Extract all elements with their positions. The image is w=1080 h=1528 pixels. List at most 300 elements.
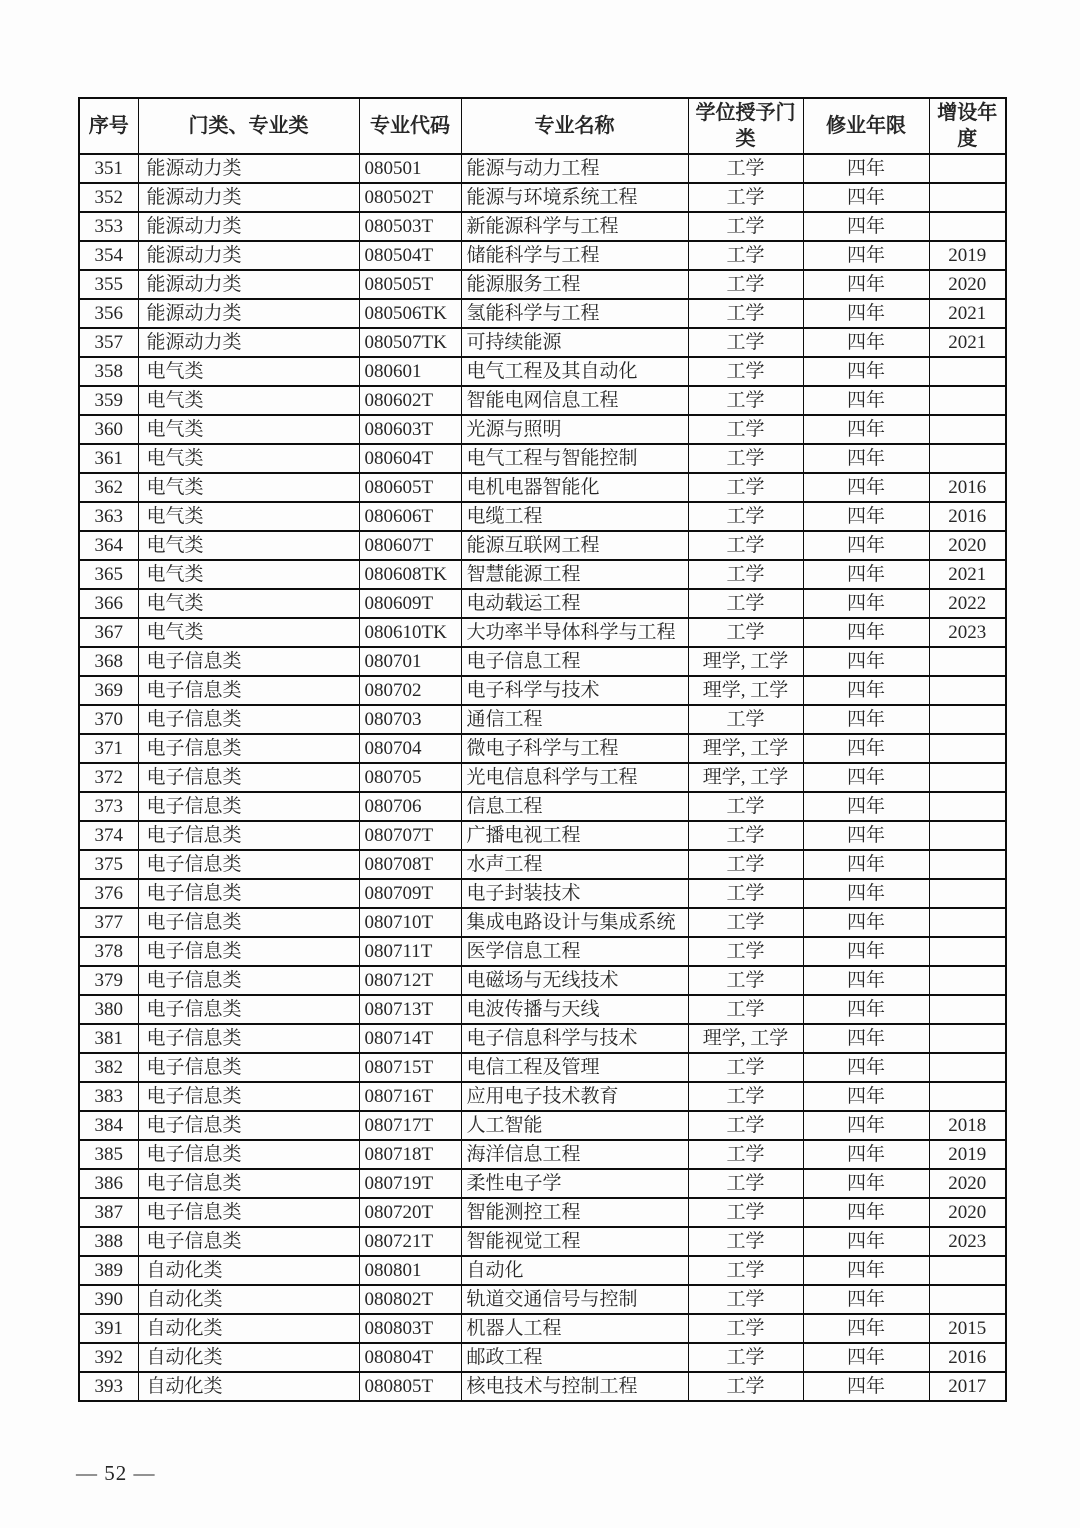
table-row [79,502,1006,531]
cell-degree: 工学 [688,908,803,937]
cell-name: 能源互联网工程 [461,531,688,560]
cell-degree: 工学 [688,560,803,589]
cell-degree: 工学 [688,1082,803,1111]
cell-degree: 工学 [688,1285,803,1314]
cell-duration: 四年 [803,299,929,328]
cell-degree: 理学, 工学 [688,676,803,705]
cell-category: 电子信息类 [138,1111,359,1140]
cell-code: 080702 [359,676,461,705]
cell-degree: 工学 [688,995,803,1024]
table-row [79,1314,1006,1343]
cell-index: 369 [79,676,138,705]
table-row [79,734,1006,763]
cell-index: 360 [79,415,138,444]
cell-index: 357 [79,328,138,357]
cell-code: 080607T [359,531,461,560]
cell-year: 2018 [929,1111,1006,1140]
cell-degree: 工学 [688,1111,803,1140]
cell-name: 电子信息科学与技术 [461,1024,688,1053]
cell-name: 人工智能 [461,1111,688,1140]
table-row [79,1285,1006,1314]
cell-category: 能源动力类 [138,270,359,299]
cell-duration: 四年 [803,531,929,560]
table-row [79,299,1006,328]
cell-year: 2023 [929,618,1006,647]
cell-duration: 四年 [803,1198,929,1227]
cell-duration: 四年 [803,270,929,299]
cell-category: 电气类 [138,531,359,560]
cell-degree: 工学 [688,154,803,183]
cell-index: 389 [79,1256,138,1285]
cell-code: 080603T [359,415,461,444]
cell-degree: 工学 [688,1372,803,1401]
cell-category: 电子信息类 [138,821,359,850]
cell-category: 自动化类 [138,1343,359,1372]
cell-index: 370 [79,705,138,734]
cell-name: 自动化 [461,1256,688,1285]
cell-duration: 四年 [803,473,929,502]
cell-duration: 四年 [803,241,929,270]
cell-index: 371 [79,734,138,763]
cell-index: 367 [79,618,138,647]
cell-degree: 工学 [688,879,803,908]
cell-code: 080705 [359,763,461,792]
cell-index: 376 [79,879,138,908]
cell-code: 080720T [359,1198,461,1227]
cell-index: 381 [79,1024,138,1053]
cell-code: 080706 [359,792,461,821]
cell-category: 自动化类 [138,1314,359,1343]
cell-duration: 四年 [803,589,929,618]
cell-name: 微电子科学与工程 [461,734,688,763]
table-body [79,154,1006,1401]
table-row [79,154,1006,183]
table-row [79,357,1006,386]
cell-name: 医学信息工程 [461,937,688,966]
cell-code: 080609T [359,589,461,618]
cell-code: 080715T [359,1053,461,1082]
cell-code: 080803T [359,1314,461,1343]
cell-index: 359 [79,386,138,415]
cell-year [929,734,1006,763]
cell-category: 电子信息类 [138,1169,359,1198]
cell-year [929,850,1006,879]
cell-category: 能源动力类 [138,328,359,357]
cell-year: 2020 [929,270,1006,299]
cell-index: 356 [79,299,138,328]
cell-name: 能源服务工程 [461,270,688,299]
cell-index: 392 [79,1343,138,1372]
table-row [79,241,1006,270]
cell-duration: 四年 [803,618,929,647]
cell-index: 365 [79,560,138,589]
cell-category: 能源动力类 [138,183,359,212]
cell-name: 电动载运工程 [461,589,688,618]
cell-degree: 工学 [688,966,803,995]
cell-year [929,1256,1006,1285]
cell-duration: 四年 [803,212,929,241]
cell-year [929,212,1006,241]
cell-index: 368 [79,647,138,676]
cell-category: 电气类 [138,502,359,531]
cell-degree: 工学 [688,386,803,415]
cell-index: 372 [79,763,138,792]
table-header [79,98,1006,154]
cell-degree: 工学 [688,299,803,328]
cell-name: 能源与动力工程 [461,154,688,183]
table-row [79,821,1006,850]
cell-name: 机器人工程 [461,1314,688,1343]
cell-category: 电气类 [138,560,359,589]
table-row [79,1227,1006,1256]
cell-code: 080801 [359,1256,461,1285]
cell-index: 354 [79,241,138,270]
majors-table [78,97,1007,1402]
cell-degree: 理学, 工学 [688,763,803,792]
cell-duration: 四年 [803,763,929,792]
cell-year [929,676,1006,705]
cell-degree: 工学 [688,1198,803,1227]
cell-category: 能源动力类 [138,299,359,328]
cell-duration: 四年 [803,647,929,676]
cell-year: 2020 [929,1198,1006,1227]
cell-degree: 工学 [688,241,803,270]
cell-name: 水声工程 [461,850,688,879]
header-index: 序号 [79,98,138,154]
cell-name: 集成电路设计与集成系统 [461,908,688,937]
cell-category: 自动化类 [138,1285,359,1314]
cell-year: 2021 [929,299,1006,328]
cell-code: 080704 [359,734,461,763]
cell-degree: 理学, 工学 [688,734,803,763]
cell-degree: 工学 [688,821,803,850]
cell-name: 智慧能源工程 [461,560,688,589]
table-row [79,270,1006,299]
cell-category: 电子信息类 [138,850,359,879]
cell-name: 智能电网信息工程 [461,386,688,415]
table-row [79,415,1006,444]
cell-code: 080709T [359,879,461,908]
table-row [79,1256,1006,1285]
table-row [79,183,1006,212]
cell-code: 080805T [359,1372,461,1401]
cell-duration: 四年 [803,1111,929,1140]
cell-code: 080602T [359,386,461,415]
cell-category: 电子信息类 [138,676,359,705]
cell-code: 080712T [359,966,461,995]
cell-name: 信息工程 [461,792,688,821]
cell-degree: 工学 [688,850,803,879]
cell-year: 2017 [929,1372,1006,1401]
cell-degree: 工学 [688,444,803,473]
cell-name: 轨道交通信号与控制 [461,1285,688,1314]
cell-degree: 工学 [688,589,803,618]
cell-category: 能源动力类 [138,212,359,241]
cell-degree: 工学 [688,328,803,357]
cell-year [929,357,1006,386]
cell-index: 355 [79,270,138,299]
table-row [79,589,1006,618]
cell-code: 080804T [359,1343,461,1372]
table-row [79,618,1006,647]
cell-index: 353 [79,212,138,241]
cell-name: 电机电器智能化 [461,473,688,502]
cell-name: 可持续能源 [461,328,688,357]
cell-duration: 四年 [803,705,929,734]
cell-degree: 工学 [688,937,803,966]
cell-duration: 四年 [803,734,929,763]
header-code: 专业代码 [359,98,461,154]
cell-duration: 四年 [803,966,929,995]
cell-index: 363 [79,502,138,531]
cell-degree: 工学 [688,1169,803,1198]
cell-code: 080504T [359,241,461,270]
cell-duration: 四年 [803,183,929,212]
cell-degree: 工学 [688,1053,803,1082]
cell-code: 080605T [359,473,461,502]
cell-degree: 理学, 工学 [688,1024,803,1053]
cell-duration: 四年 [803,560,929,589]
cell-duration: 四年 [803,821,929,850]
cell-name: 光电信息科学与工程 [461,763,688,792]
cell-year [929,183,1006,212]
cell-name: 智能视觉工程 [461,1227,688,1256]
cell-code: 080721T [359,1227,461,1256]
cell-duration: 四年 [803,386,929,415]
cell-category: 电气类 [138,618,359,647]
cell-duration: 四年 [803,502,929,531]
cell-year: 2019 [929,241,1006,270]
cell-index: 385 [79,1140,138,1169]
table-row [79,1198,1006,1227]
cell-duration: 四年 [803,154,929,183]
table-row [79,212,1006,241]
cell-name: 核电技术与控制工程 [461,1372,688,1401]
cell-index: 373 [79,792,138,821]
table-row [79,966,1006,995]
cell-name: 电子封装技术 [461,879,688,908]
cell-code: 080601 [359,357,461,386]
cell-year [929,1285,1006,1314]
cell-index: 387 [79,1198,138,1227]
cell-category: 电气类 [138,357,359,386]
cell-index: 380 [79,995,138,1024]
cell-year [929,386,1006,415]
cell-year [929,647,1006,676]
cell-degree: 工学 [688,531,803,560]
cell-category: 电子信息类 [138,1082,359,1111]
cell-index: 393 [79,1372,138,1401]
cell-year [929,966,1006,995]
cell-year: 2016 [929,473,1006,502]
cell-code: 080802T [359,1285,461,1314]
cell-duration: 四年 [803,879,929,908]
cell-index: 366 [79,589,138,618]
table-row [79,560,1006,589]
cell-index: 362 [79,473,138,502]
cell-year: 2016 [929,502,1006,531]
cell-year [929,1024,1006,1053]
cell-category: 电子信息类 [138,908,359,937]
cell-year: 2019 [929,1140,1006,1169]
cell-category: 电子信息类 [138,966,359,995]
cell-duration: 四年 [803,1169,929,1198]
cell-name: 电气工程及其自动化 [461,357,688,386]
cell-duration: 四年 [803,1256,929,1285]
table-row [79,1372,1006,1401]
cell-category: 电子信息类 [138,734,359,763]
cell-degree: 工学 [688,473,803,502]
cell-degree: 工学 [688,183,803,212]
cell-category: 电子信息类 [138,1140,359,1169]
table-row [79,473,1006,502]
cell-code: 080506TK [359,299,461,328]
cell-duration: 四年 [803,357,929,386]
cell-category: 能源动力类 [138,154,359,183]
cell-year: 2022 [929,589,1006,618]
cell-year [929,154,1006,183]
cell-code: 080502T [359,183,461,212]
cell-degree: 工学 [688,792,803,821]
cell-degree: 工学 [688,1343,803,1372]
cell-year [929,763,1006,792]
cell-degree: 工学 [688,415,803,444]
cell-name: 能源与环境系统工程 [461,183,688,212]
cell-year [929,879,1006,908]
table-row [79,531,1006,560]
table-row [79,1140,1006,1169]
cell-category: 自动化类 [138,1372,359,1401]
cell-code: 080719T [359,1169,461,1198]
cell-code: 080507TK [359,328,461,357]
cell-code: 080505T [359,270,461,299]
header-year: 增设年度 [929,98,1006,154]
cell-year: 2021 [929,328,1006,357]
cell-duration: 四年 [803,850,929,879]
table-row [79,444,1006,473]
cell-year [929,415,1006,444]
cell-name: 电子科学与技术 [461,676,688,705]
cell-year: 2021 [929,560,1006,589]
table-row [79,676,1006,705]
header-duration: 修业年限 [803,98,929,154]
cell-index: 379 [79,966,138,995]
cell-category: 电气类 [138,473,359,502]
cell-year: 2020 [929,1169,1006,1198]
cell-name: 智能测控工程 [461,1198,688,1227]
cell-index: 386 [79,1169,138,1198]
cell-index: 388 [79,1227,138,1256]
table-row [79,386,1006,415]
cell-degree: 工学 [688,212,803,241]
cell-duration: 四年 [803,676,929,705]
cell-name: 柔性电子学 [461,1169,688,1198]
cell-duration: 四年 [803,1285,929,1314]
cell-code: 080604T [359,444,461,473]
cell-index: 384 [79,1111,138,1140]
cell-name: 储能科学与工程 [461,241,688,270]
cell-year [929,705,1006,734]
cell-code: 080717T [359,1111,461,1140]
cell-degree: 工学 [688,618,803,647]
cell-name: 通信工程 [461,705,688,734]
table-row [79,1082,1006,1111]
table-row [79,328,1006,357]
cell-degree: 工学 [688,705,803,734]
cell-category: 电子信息类 [138,1198,359,1227]
cell-code: 080701 [359,647,461,676]
cell-index: 391 [79,1314,138,1343]
cell-degree: 工学 [688,1227,803,1256]
cell-category: 电子信息类 [138,1053,359,1082]
cell-category: 电气类 [138,386,359,415]
cell-name: 电气工程与智能控制 [461,444,688,473]
cell-code: 080713T [359,995,461,1024]
cell-code: 080703 [359,705,461,734]
table-row [79,879,1006,908]
cell-duration: 四年 [803,1227,929,1256]
cell-code: 080708T [359,850,461,879]
table-row [79,763,1006,792]
cell-name: 应用电子技术教育 [461,1082,688,1111]
cell-category: 电子信息类 [138,1024,359,1053]
cell-duration: 四年 [803,444,929,473]
cell-index: 351 [79,154,138,183]
table-row [79,937,1006,966]
cell-category: 电子信息类 [138,763,359,792]
header-category: 门类、专业类 [138,98,359,154]
table-row [79,1024,1006,1053]
cell-year: 2023 [929,1227,1006,1256]
cell-index: 361 [79,444,138,473]
cell-duration: 四年 [803,328,929,357]
cell-category: 电子信息类 [138,705,359,734]
cell-code: 080608TK [359,560,461,589]
cell-code: 080718T [359,1140,461,1169]
cell-category: 电子信息类 [138,937,359,966]
cell-name: 电子信息工程 [461,647,688,676]
cell-year [929,1082,1006,1111]
cell-year: 2020 [929,531,1006,560]
cell-duration: 四年 [803,908,929,937]
cell-category: 电气类 [138,444,359,473]
cell-code: 080714T [359,1024,461,1053]
cell-code: 080610TK [359,618,461,647]
table-row [79,1053,1006,1082]
cell-name: 邮政工程 [461,1343,688,1372]
cell-duration: 四年 [803,995,929,1024]
cell-index: 382 [79,1053,138,1082]
cell-category: 电子信息类 [138,647,359,676]
cell-duration: 四年 [803,937,929,966]
cell-index: 390 [79,1285,138,1314]
cell-code: 080503T [359,212,461,241]
cell-name: 光源与照明 [461,415,688,444]
page-number: — 52 — [76,1461,156,1485]
cell-duration: 四年 [803,1082,929,1111]
cell-index: 375 [79,850,138,879]
table-row [79,995,1006,1024]
cell-index: 378 [79,937,138,966]
cell-degree: 工学 [688,1314,803,1343]
header-degree: 学位授予门类 [688,98,803,154]
cell-degree: 工学 [688,357,803,386]
cell-category: 电子信息类 [138,879,359,908]
cell-index: 352 [79,183,138,212]
cell-year [929,821,1006,850]
cell-name: 电磁场与无线技术 [461,966,688,995]
cell-year [929,995,1006,1024]
